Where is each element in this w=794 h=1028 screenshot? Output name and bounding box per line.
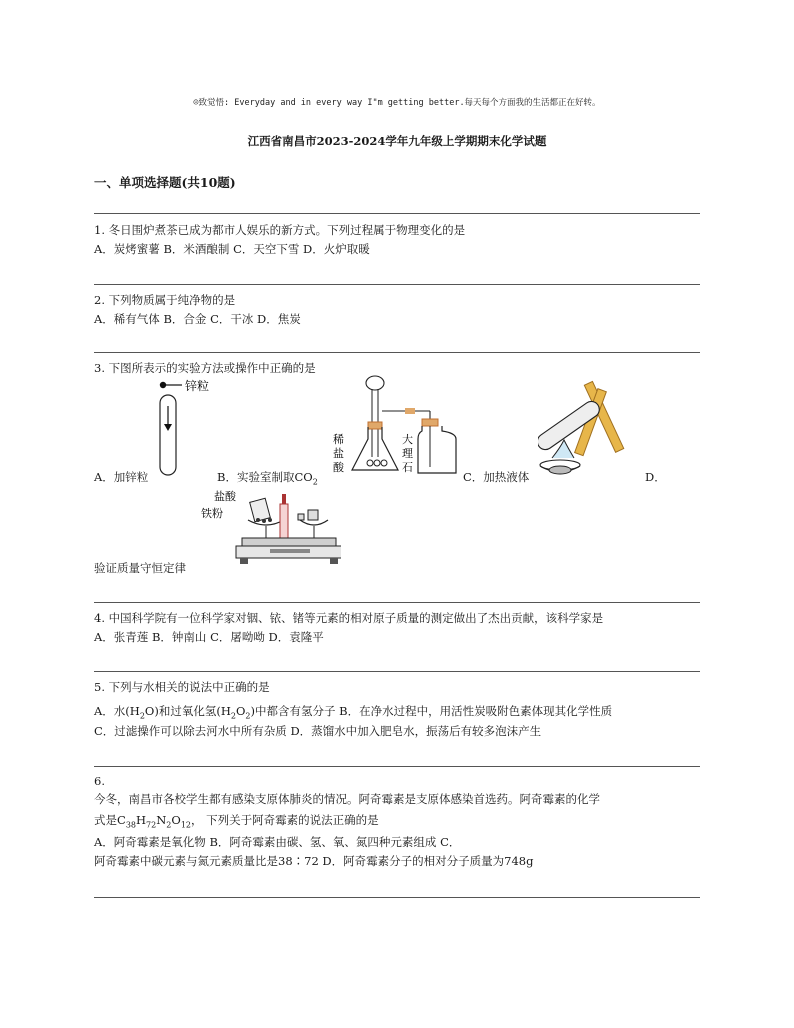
svg-text:大: 大 — [402, 433, 413, 446]
q3-option-d: D． — [645, 470, 666, 484]
svg-text:理: 理 — [402, 447, 413, 460]
q5-options-line1: A．水$(H_2O)$和过氧化氢$(H_2O_2)$中都含有氢分子 B．在净水过程中，用活性炭吸附色素体现其化学性质 — [94, 704, 613, 721]
q3-option-d-text: 验证质量守恒定律 — [94, 561, 186, 575]
divider — [94, 213, 700, 214]
svg-text:盐: 盐 — [333, 447, 344, 460]
section-heading: 一、单项选择题(共10题) — [94, 175, 236, 190]
divider — [94, 352, 700, 353]
divider — [94, 766, 700, 767]
q2-options: A．稀有气体 B．合金 C．干冰 D．焦炭 — [94, 312, 301, 326]
q1-stem: 1. 冬日围炉煮茶已成为都市人娱乐的新方式。下列过程属于物理变化的是 — [94, 223, 466, 237]
divider — [94, 671, 700, 672]
divider — [94, 284, 700, 285]
q1-options: A．炭烤蜜薯 B．米酒酿制 C．天空下雪 D．火炉取暖 — [94, 242, 370, 256]
q3-option-a: A．加锌粒 — [94, 470, 149, 484]
svg-text:盐酸: 盐酸 — [214, 490, 236, 503]
figure-a-zinc-tube — [150, 378, 220, 480]
q3-option-c: C．加热液体 — [463, 470, 530, 484]
q4-stem: 4. 中国科学院有一位科学家对铟、铱、锗等元素的相对原子质量的测定做出了杰出贡献，该科学家是 — [94, 611, 604, 625]
page-title: 江西省南昌市2023-2024学年九年级上学期期末化学试题 — [247, 134, 547, 148]
q6-number: 6. — [94, 774, 105, 788]
q5-options-line2: C．过滤操作可以除去河水中所有杂质 D．蒸馏水中加入肥皂水，振荡后有较多泡沫产生 — [94, 724, 542, 738]
q3-option-b: B．实验室制取$CO_2$ — [217, 470, 318, 487]
divider — [94, 602, 700, 603]
zinc-label: 锌粒 — [185, 379, 210, 393]
motto-header: ☺致觉悟: Everyday and in every way I"m getting better.每天每个方面我的生活都正在好转。 — [193, 98, 601, 108]
svg-text:铁粉: 铁粉 — [201, 507, 223, 520]
q6-options-line1: A．阿奇霉素是氧化物 B．阿奇霉素由碳、氢、氧、氮四种元素组成 C． — [94, 835, 461, 849]
q4-options: A．张青莲 B．钟南山 C．屠呦呦 D．袁隆平 — [94, 630, 324, 644]
figure-c-heating-liquid — [538, 378, 638, 482]
svg-text:酸: 酸 — [333, 461, 344, 474]
divider — [94, 897, 700, 898]
q5-stem: 5. 下列与水相关的说法中正确的是 — [94, 680, 270, 694]
q3-stem: 3. 下图所表示的实验方法或操作中正确的是 — [94, 361, 316, 375]
figure-d-balance — [196, 490, 341, 575]
q6-stem-line1: 今冬，南昌市各校学生都有感染支原体肺炎的情况。阿奇霉素是支原体感染首选药。阿奇霉素的化学 — [94, 792, 600, 806]
q2-stem: 2. 下列物质属于纯净物的是 — [94, 293, 236, 307]
svg-text:稀: 稀 — [333, 433, 344, 446]
q6-stem-formula: 式是$C_{38}H_{72}N_2O_{12}$， 下列关于阿奇霉素的说法正确的是 — [94, 813, 379, 830]
svg-text:石: 石 — [402, 461, 413, 474]
q6-options-line2: 阿奇霉素中碳元素与氮元素质量比是38∶72 D．阿奇霉素分子的相对分子质量为748g — [94, 854, 534, 868]
figure-b-co2-apparatus — [330, 375, 465, 485]
